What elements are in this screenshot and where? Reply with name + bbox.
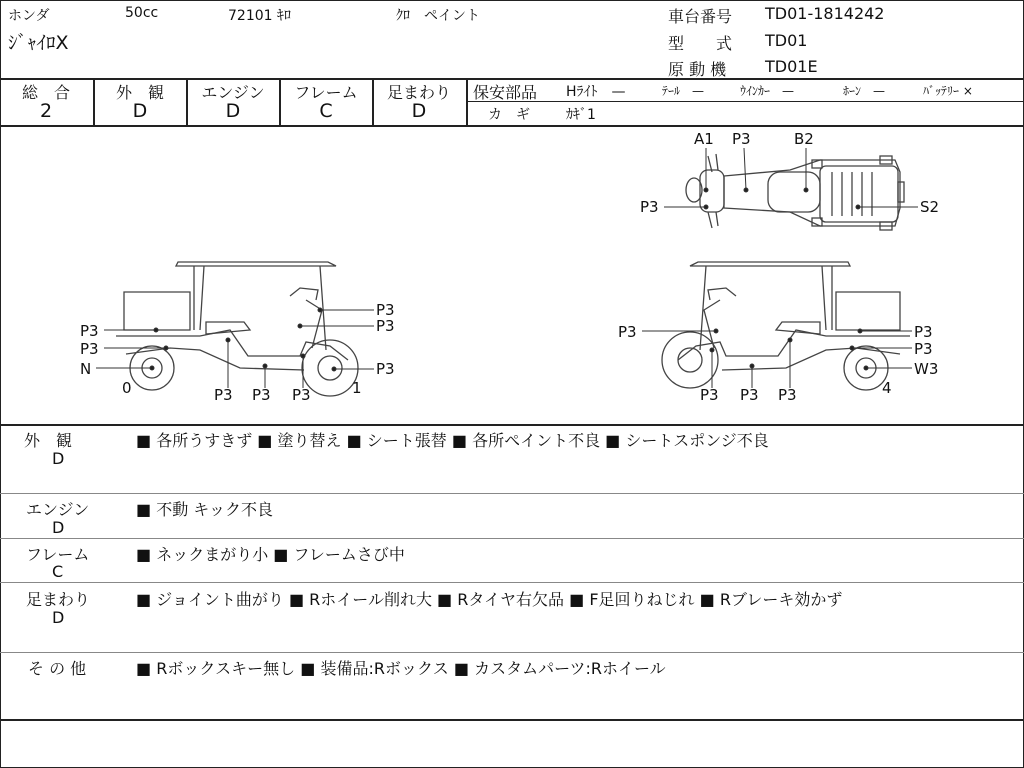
left-label-p3-rear: P3 [80, 340, 99, 358]
top-view-diagram [686, 154, 904, 230]
note-text-suspension: ■ ジョイント曲がり ■ Rホイール削れ大 ■ Rタイヤ右欠品 ■ F足回りねじれ ■ Rブレーキ効かず [136, 590, 843, 609]
grade-header-frame: フレーム [294, 83, 358, 102]
left-label-p3-bottom-2: P3 [252, 386, 271, 404]
note-grade-exterior: D [52, 449, 65, 468]
maker: ホンダ [8, 8, 50, 24]
left-label-p3-front-mid: P3 [376, 317, 395, 335]
left-label-n: N [80, 360, 92, 378]
note-grade-engine: D [52, 518, 65, 537]
divider [466, 101, 1024, 102]
frame-no: TD01-1814242 [765, 4, 885, 23]
divider [0, 582, 1024, 583]
displacement: 50cc [125, 5, 159, 21]
note-category-engine: エンジン [26, 500, 90, 519]
left-label-p3-front-upper: P3 [376, 301, 395, 319]
top-label-s2: S2 [920, 198, 940, 216]
top-label-p3-left: P3 [640, 198, 659, 216]
grade-header-overall: 総 合 [21, 83, 70, 102]
right-label-p3-bottom-2: P3 [740, 386, 759, 404]
divider [466, 79, 468, 125]
left-label-p3-box: P3 [80, 322, 99, 340]
note-category-suspension: 足まわり [26, 590, 91, 609]
left-side-view-diagram [116, 262, 358, 396]
right-side-view-diagram [662, 262, 910, 390]
note-grade-suspension: D [52, 608, 65, 627]
engine-value: TD01E [765, 57, 818, 76]
right-label-p3-rear: P3 [914, 340, 933, 358]
key-value: ｶｷﾞ1 [566, 107, 596, 123]
type-label: 型 式 [668, 34, 733, 53]
left-label-p3-bottom-1: P3 [214, 386, 233, 404]
grade-engine: D [225, 100, 241, 122]
key-label: カ ギ [488, 107, 530, 123]
safety-label: 保安部品 [473, 83, 538, 102]
note-category-exterior: 外 観 [24, 431, 73, 450]
engine-label: 原 動 機 [668, 60, 727, 79]
divider [0, 424, 1024, 426]
safety-horn: ﾎｰﾝ — [843, 84, 886, 98]
grade-suspension: D [411, 100, 427, 122]
note-grade-frame: C [52, 562, 64, 581]
right-label-p3-bottom-3: P3 [778, 386, 797, 404]
safety-battery: ﾊﾞｯﾃﾘｰ × [923, 84, 973, 98]
right-label-p3-bottom-1: P3 [700, 386, 719, 404]
note-category-other: そ の 他 [28, 659, 87, 678]
grade-frame: C [319, 100, 333, 122]
vehicle-number: 72101 ｷﾛ [228, 8, 291, 24]
note-text-engine: ■ 不動 キック不良 [136, 500, 273, 519]
right-label-4: 4 [882, 379, 892, 397]
grade-header-exterior: 外 観 [115, 83, 164, 102]
safety-headlight: Hﾗｲﾄ — [566, 84, 626, 100]
grade-exterior: D [132, 100, 148, 122]
divider [0, 538, 1024, 539]
vehicle-damage-diagram [0, 126, 1024, 424]
right-label-p3-box: P3 [914, 323, 933, 341]
note-text-frame: ■ ネックまがり小 ■ フレームさび中 [136, 545, 405, 564]
frame-no-label: 車台番号 [668, 7, 733, 26]
model-name: ｼﾞｬｲﾛX [8, 32, 69, 54]
left-label-p3-bottom-3: P3 [292, 386, 311, 404]
type-value: TD01 [765, 31, 808, 50]
divider [0, 652, 1024, 653]
left-label-0: 0 [122, 379, 132, 397]
safety-winker: ｳｲﾝｶｰ — [740, 84, 795, 98]
grade-overall: 2 [39, 100, 53, 122]
note-category-frame: フレーム [26, 545, 90, 564]
right-label-p3-front: P3 [618, 323, 637, 341]
left-label-1: 1 [352, 379, 362, 397]
note-text-other: ■ Rボックスキー無し ■ 装備品:Rボックス ■ カスタムパーツ:Rホイール [136, 659, 666, 678]
top-label-p3: P3 [732, 130, 751, 148]
safety-tail: ﾃｰﾙ — [662, 84, 705, 98]
note-text-exterior: ■ 各所うすきず ■ 塗り替え ■ シート張替 ■ 各所ペイント不良 ■ シートスポンジ不良 [136, 431, 769, 450]
grade-header-engine: エンジン [201, 83, 265, 102]
top-label-b2: B2 [794, 130, 814, 148]
color: ｸﾛ ペイント [396, 8, 480, 24]
left-label-p3-front-wheel: P3 [376, 360, 395, 378]
divider [0, 719, 1024, 721]
divider [0, 493, 1024, 494]
grade-header-suspension: 足まわり [386, 83, 451, 102]
top-label-a1: A1 [694, 130, 714, 148]
right-label-w3: W3 [914, 360, 939, 378]
